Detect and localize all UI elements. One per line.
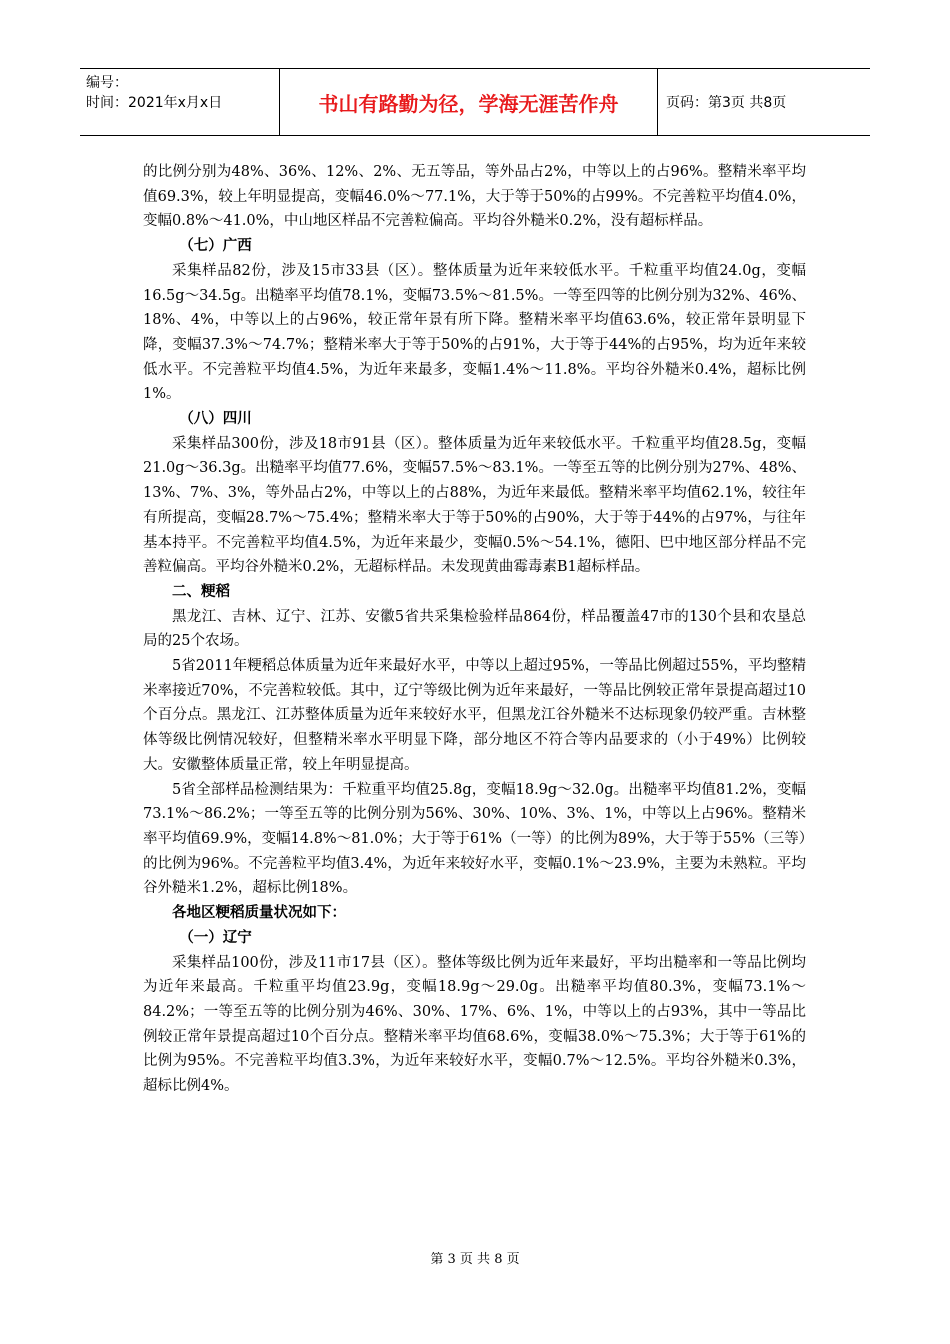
document-number-label: 编号： bbox=[86, 75, 128, 91]
page-header bbox=[80, 68, 870, 136]
body-paragraph: 黑龙江、吉林、辽宁、江苏、安徽5省共采集检验样品864份，样品覆盖47市的130个县和农垦总局的25个农场。 bbox=[143, 608, 806, 650]
section-heading: （七）广西 bbox=[179, 238, 252, 255]
section-heading: 各地区粳稻质量状况如下： bbox=[172, 905, 346, 922]
section-heading: 二、粳稻 bbox=[172, 583, 230, 600]
section-heading: （一）辽宁 bbox=[179, 929, 252, 946]
body-paragraph: 5省全部样品检测结果为：千粒重平均值25.8g，变幅18.9g～32.0g。出糙率平均值81.2%，变幅73.1%～86.2%；一等至五等的比例分别为56%、30%、10%、3%、1%，中等以上占96%。整精米率平均值69.9%，变幅14.8%～81.0%；大于等于61%（一等）的比例为89%，大于等于55%（三等）的比例为96%。不完善粒平均值3.4%，为近年来较好水平，变幅0.1%～23.9%，主要为未熟粒。平均谷外糙米1.2%，超标比例18%。 bbox=[143, 781, 806, 897]
document-time-label: 时间：2021年x月x日 bbox=[86, 95, 223, 111]
header-page-number: 页码：第3页 共8页 bbox=[666, 95, 787, 111]
header-motto: 书山有路勤为径，学海无涯苦作舟 bbox=[280, 69, 658, 135]
body-paragraph: 的比例分别为48%、36%、12%、2%、无五等品，等外品占2%，中等以上的占96%。整精米率平均值69.3%，较上年明显提高，变幅46.0%～77.1%，大于等于50%的占99%。不完善粒平均值4.0%，变幅0.8%～41.0%，中山地区样品不完善粒偏高。平均谷外糙米0.2%，没有超标样品。 bbox=[143, 164, 806, 230]
body-paragraph: 采集样品82份，涉及15市33县（区）。整体质量为近年来较低水平。千粒重平均值24.0g，变幅16.5g～34.5g。出糙率平均值78.1%，变幅73.5%～81.5%。一等至四等的比例分别为32%、46%、18%、4%，中等以上的占96%，较正常年景有所下降。整精米率平均值63.6%，较正常年景明显下降，变幅37.3%～74.7%；整精米率大于等于50%的占91%，大于等于44%的占95%，均为近年来较低水平。不完善粒平均值4.5%，为近年来最多，变幅1.4%～11.8%。平均谷外糙米0.4%，超标比例1%。 bbox=[143, 262, 806, 403]
section-heading: （八）四川 bbox=[179, 411, 252, 428]
header-info bbox=[80, 69, 280, 135]
body-paragraph: 采集样品300份，涉及18市91县（区）。整体质量为近年来较低水平。千粒重平均值28.5g，变幅21.0g～36.3g。出糙率平均值77.6%，变幅57.5%～83.1%。一等至五等的比例分别为27%、48%、13%、7%、3%，等外品占2%，中等以上的占88%，为近年来最低。整精米率平均值62.1%，较往年有所提高，变幅28.7%～75.4%；整精米率大于等于50%的占90%，大于等于44%的占97%，与往年基本持平。不完善粒平均值4.5%，为近年来最少，变幅0.5%～54.1%，德阳、巴中地区部分样品不完善粒偏高。平均谷外糙米0.2%，无超标样品。未发现黄曲霉毒素B1超标样品。 bbox=[143, 435, 806, 576]
body-paragraph: 采集样品100份，涉及11市17县（区）。整体等级比例为近年来最好，平均出糙率和一等品比例均为近年来最高。千粒重平均值23.9g，变幅18.9g～29.0g。出糙率平均值80.3%，变幅73.1%～84.2%；一等至五等的比例分别为46%、30%、17%、6%、1%，中等以上的占93%，其中一等品比例较正常年景提高超过10个百分点。整精米率平均值68.6%，变幅38.0%～75.3%；大于等于61%的比例为95%。不完善粒平均值3.3%，为近年来较好水平，变幅0.7%～12.5%。平均谷外糙米0.3%，超标比例4%。 bbox=[143, 954, 806, 1095]
page-footer: 第 3 页 共 8 页 bbox=[430, 1252, 520, 1267]
document-body bbox=[143, 160, 806, 1099]
body-paragraph: 5省2011年粳稻总体质量为近年来最好水平，中等以上超过95%，一等品比例超过55%，平均整精米率接近70%，不完善粒较低。其中，辽宁等级比例为近年来最好，一等品比例较正常年景提高超过10个百分点。黑龙江、江苏整体质量为近年来较好水平，但黑龙江谷外糙米不达标现象仍较严重。吉林整体等级比例情况较好，但整精米率水平明显下降，部分地区不符合等内品要求的（小于49%）比例较大。安徽整体质量正常，较上年明显提高。 bbox=[143, 658, 806, 773]
